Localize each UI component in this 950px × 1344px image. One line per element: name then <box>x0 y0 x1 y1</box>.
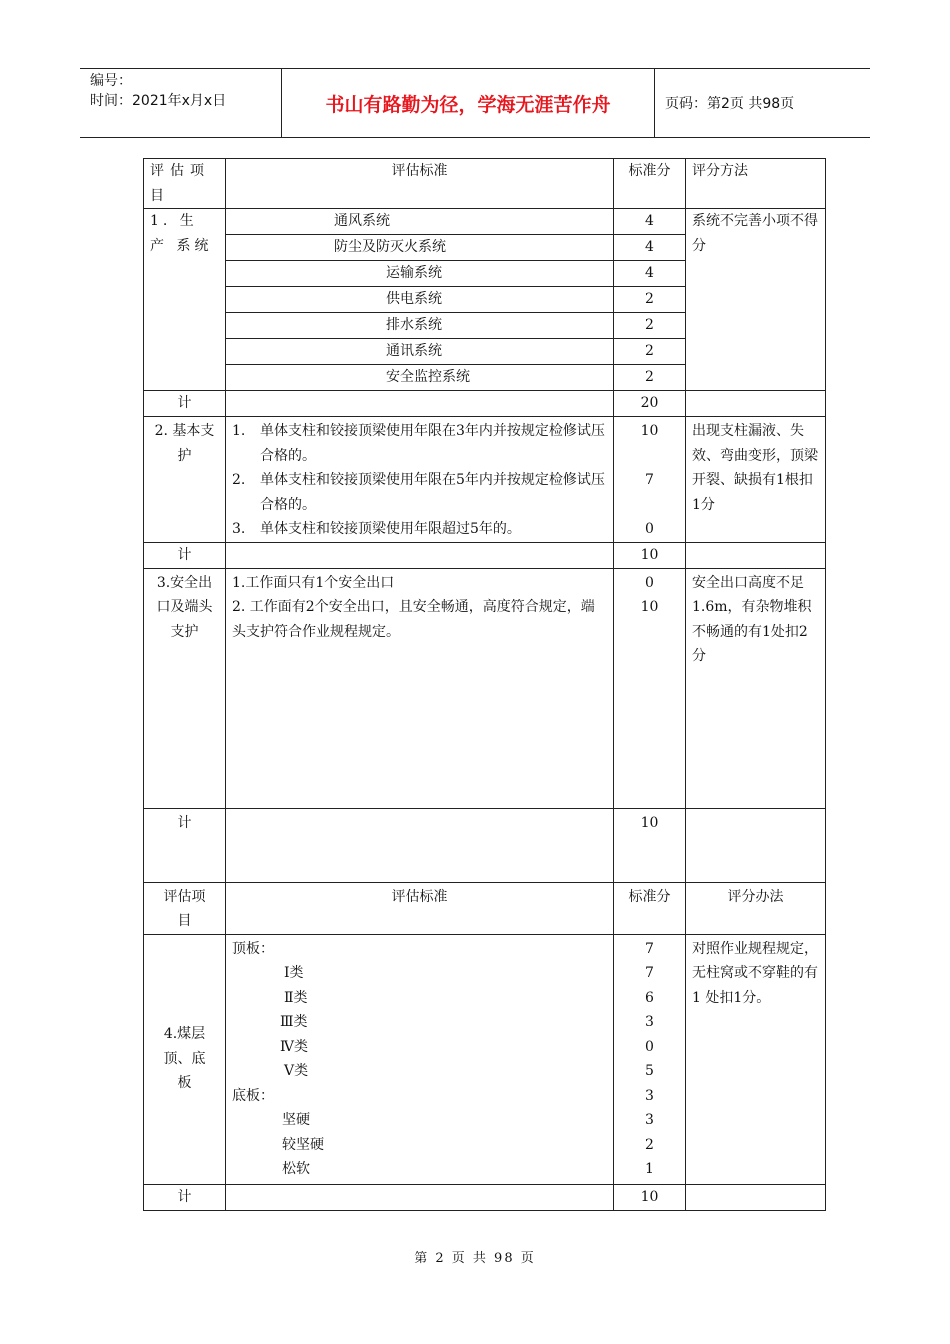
table-row <box>144 417 826 543</box>
score-value: 6 <box>645 989 654 1006</box>
item-exit: 3.安全出口及端头支护 <box>144 568 226 808</box>
scores-coal <box>614 934 686 1184</box>
criteria-exit <box>226 568 614 808</box>
score-value: 5 <box>645 1063 654 1079</box>
empty-cell <box>226 1184 614 1210</box>
score-value: 0 <box>645 521 654 537</box>
empty-cell <box>686 808 826 882</box>
floor-type: 松软 <box>282 1161 310 1177</box>
subtotal-label: 计 <box>144 1184 226 1210</box>
roof-class: Ⅴ类 <box>284 1063 309 1079</box>
table-header-row <box>144 882 826 934</box>
criteria-cell: 通讯系统 <box>226 339 614 365</box>
time-label: 时间：2021年x月x日 <box>90 93 227 109</box>
score-value: 0 <box>645 574 654 591</box>
subtotal-value: 10 <box>614 542 686 568</box>
scores-support <box>614 417 686 543</box>
score-cell: 4 <box>614 209 686 235</box>
item-support: 2. 基本支护 <box>144 417 226 543</box>
header-item: 评估项目 <box>144 882 226 934</box>
criteria-cell: 通风系统 <box>226 209 614 235</box>
list-number: 1. <box>232 423 246 439</box>
scores-exit <box>614 568 686 808</box>
score-cell: 2 <box>614 313 686 339</box>
criteria-coal <box>226 934 614 1184</box>
roof-class: Ⅳ类 <box>280 1038 308 1055</box>
criteria-cell: 安全监控系统 <box>226 365 614 391</box>
header-criteria: 评估标准 <box>226 159 614 209</box>
motto: 书山有路勤为径，学海无涯苦作舟 <box>282 69 655 137</box>
table-row <box>144 568 826 808</box>
score-value: 7 <box>645 472 654 488</box>
subtotal-row <box>144 542 826 568</box>
page-header <box>80 68 870 138</box>
item-production: 1. 生 产 系统 <box>144 209 226 391</box>
subtotal-label: 计 <box>144 542 226 568</box>
score-value: 10 <box>640 599 659 615</box>
subtotal-value: 20 <box>614 391 686 417</box>
method-support: 出现支柱漏液、失效、弯曲变形，顶梁开裂、缺损有1根扣1分 <box>686 417 826 543</box>
score-value: 7 <box>645 965 654 981</box>
floor-type: 较坚硬 <box>282 1136 324 1153</box>
score-value: 3 <box>645 1112 654 1128</box>
list-text: 单体支柱和铰接顶梁使用年限超过5年的。 <box>260 521 521 537</box>
subtotal-value: 10 <box>614 808 686 882</box>
method-exit: 安全出口高度不足1.6m，有杂物堆积不畅通的有1处扣2分 <box>686 568 826 808</box>
score-cell: 4 <box>614 261 686 287</box>
subtotal-label: 计 <box>144 808 226 882</box>
roof-class: Ⅰ类 <box>284 965 304 981</box>
subtotal-value: 10 <box>614 1184 686 1210</box>
subtotal-label: 计 <box>144 391 226 417</box>
header-item: 评估项目 <box>144 159 226 209</box>
table-row <box>144 209 826 235</box>
empty-cell <box>686 391 826 417</box>
criteria-line: 1.工作面只有1个安全出口 <box>232 574 395 591</box>
score-value: 7 <box>645 940 654 957</box>
method-production: 系统不完善小项不得分 <box>686 209 826 391</box>
floor-label: 底板： <box>232 1087 274 1104</box>
score-value: 2 <box>645 1136 654 1153</box>
score-value: 0 <box>645 1038 654 1055</box>
score-value: 3 <box>645 1014 654 1030</box>
table-header-row <box>144 159 826 209</box>
table-row <box>144 934 826 1184</box>
floor-type: 坚硬 <box>282 1112 310 1128</box>
list-text: 单体支柱和铰接顶梁使用年限在3年内并按规定检修试压合格的。 <box>260 423 605 464</box>
score-value: 3 <box>645 1087 654 1104</box>
roof-class: Ⅱ类 <box>284 989 308 1006</box>
score-value: 10 <box>640 423 659 439</box>
evaluation-table <box>143 158 826 1211</box>
subtotal-row <box>144 808 826 882</box>
roof-label: 顶板： <box>232 940 274 957</box>
header-criteria: 评估标准 <box>226 882 614 934</box>
criteria-cell: 运输系统 <box>226 261 614 287</box>
page-info: 页码：第2页 共98页 <box>665 96 795 112</box>
empty-cell <box>226 542 614 568</box>
criteria-cell: 防尘及防灭火系统 <box>226 235 614 261</box>
header-method: 评分办法 <box>686 882 826 934</box>
header-score: 标准分 <box>614 159 686 209</box>
method-coal: 对照作业规程规定，无柱窝或不穿鞋的有1 处扣1分。 <box>686 934 826 1184</box>
score-cell: 2 <box>614 287 686 313</box>
list-text: 单体支柱和铰接顶梁使用年限在5年内并按规定检修试压合格的。 <box>260 472 605 513</box>
list-item <box>232 419 607 468</box>
criteria-line: 2. 工作面有2个安全出口，且安全畅通，高度符合规定，端头支护符合作业规程规定。 <box>232 599 595 640</box>
score-cell: 4 <box>614 235 686 261</box>
criteria-support <box>226 417 614 543</box>
header-meta <box>80 69 282 137</box>
score-value: 1 <box>645 1161 654 1177</box>
score-cell: 2 <box>614 365 686 391</box>
empty-cell <box>226 808 614 882</box>
header-method: 评分方法 <box>686 159 826 209</box>
list-number: 2. <box>232 472 246 488</box>
item-coal: 4.煤层顶、底板 <box>144 934 226 1184</box>
empty-cell <box>686 1184 826 1210</box>
serial-label: 编号： <box>90 73 132 89</box>
header-score: 标准分 <box>614 882 686 934</box>
criteria-cell: 排水系统 <box>226 313 614 339</box>
subtotal-row <box>144 1184 826 1210</box>
list-item <box>232 517 607 542</box>
page-footer: 第 2 页 共 98 页 <box>414 1251 536 1266</box>
criteria-cell: 供电系统 <box>226 287 614 313</box>
empty-cell <box>226 391 614 417</box>
empty-cell <box>686 542 826 568</box>
list-item <box>232 468 607 517</box>
score-cell: 2 <box>614 339 686 365</box>
roof-class: Ⅲ类 <box>280 1014 308 1030</box>
subtotal-row <box>144 391 826 417</box>
list-number: 3. <box>232 521 246 537</box>
